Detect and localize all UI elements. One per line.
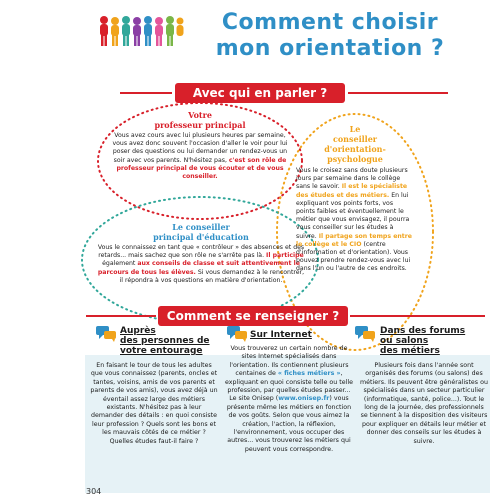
section-banner-avec-qui: Avec qui en parler ? xyxy=(175,83,345,103)
col-internet-text-d: Le site Onisep ( xyxy=(229,395,279,403)
page-title-line2: mon orientation ? xyxy=(215,36,445,61)
bubble-cpe-text-c: également xyxy=(102,260,136,268)
bubble-cpe-title-line1: Le conseiller xyxy=(172,222,230,232)
page-title-line1: Comment choisir xyxy=(221,10,439,35)
bubble-professeur-principal xyxy=(110,110,290,181)
col-personnes-heading xyxy=(120,326,225,356)
col-forums-heading-line1: Dans des forums xyxy=(380,326,466,336)
col-personnes-heading-line1: Auprès xyxy=(120,326,156,336)
col-internet-text-f: ) vous présente même les métiers en fonction de vos goûts. Selon que vous aimez la création, l'action, la réflexion, l'environnement, vous occuper des autres... vous trouverez les métiers qui peuvent vous correspondre. xyxy=(226,395,352,453)
bubble-copsy-text-b: Il est le spécialiste des études et des métiers. xyxy=(296,183,408,199)
bubble-copsy-text-e: (centre d'information et d'orientation). Vous pouvez prendre rendez-vous avec lui dans l'un ou l'autre de ces endroits. xyxy=(296,240,411,273)
col-internet-text xyxy=(225,345,353,454)
bubble-cpe-text-a: Vous le connaissez en tant que « contrôleur » des absences et des retards... mais sachez que son rôle ne s'arrête pas là. xyxy=(97,244,305,260)
col-forums-heading-line3: des métiers xyxy=(380,346,440,356)
col-personnes-heading-line3: votre entourage xyxy=(120,346,203,356)
bubble-copsy-title-line1: Le xyxy=(349,124,361,134)
bubble-copsy-text-a: Vous le croisez sans doute plusieurs jours par semaine dans le collège sans le savoir. xyxy=(296,167,408,191)
speech-bubbles-icon-3 xyxy=(354,325,376,343)
bubble-cpe-text-d: aux conseils de classe et suit attentivement le parcours de tous les élèves. xyxy=(97,260,300,276)
bubble-prof-title-line2: professeur principal xyxy=(154,120,246,130)
col-personnes-heading-line2: des personnes de xyxy=(120,336,210,346)
bubble-cpe-title-line2: principal d'éducation xyxy=(153,232,249,242)
bubble-prof-title-line1: Votre xyxy=(188,110,212,120)
bubble-copsy-text-c: En lui expliquant vos points forts, vos points faibles et éventuellement le métier que vous envisagez, il pourra vous conseiller sur les études à suivre. xyxy=(296,191,410,240)
onisep-link[interactable]: www.onisep.fr xyxy=(278,395,330,403)
bubble-conseiller-principal-education xyxy=(96,222,306,285)
banner2-line-left xyxy=(86,315,156,317)
col-forums-heading xyxy=(380,326,490,356)
page-number: 304 xyxy=(86,487,102,496)
col-forums-text: Plusieurs fois dans l'année sont organisés des forums (ou salons) des métiers. Ils peuvent être généralistes ou spécialisés dans un secteur particulier (informatique, santé, police...). Tout le long de la journée, des professionnels se tiennent à la disposition des visiteurs pour expliquer en détails leur métier et donner des conseils sur les études à suivre. xyxy=(360,362,488,445)
bubble-conseiller-orientation xyxy=(296,124,414,274)
bubble-cpe-text-e: Si vous demandez à le rencontrer, il répondra à vos questions en matière d'orientation. xyxy=(119,268,305,284)
bubble-prof-text: Vous avez cours avec lui plusieurs heures par semaine, vous avez donc souvent l'occasion d'aller le voir pour lui poser des questions ou lui demander un rendez-vous un soir avec vos parents. N'hésitez pas, xyxy=(112,132,288,164)
bubble-copsy-title-line4: psychologue xyxy=(327,154,383,164)
col-internet-text-c: , expliquant en quoi consiste telle ou telle profession, par quelles études passer... xyxy=(225,370,353,395)
col-forums-heading-line2: ou salons xyxy=(380,336,429,346)
banner2-line-right xyxy=(350,315,485,317)
col-internet-text-a: Vous trouverez un certain nombre de sites Internet spécialisés dans l'orientation. Ils contiennent plusieurs centaines de xyxy=(229,345,349,378)
col-internet-heading: Sur Internet xyxy=(250,330,312,340)
bubble-copsy-text-d: Il partage son temps entre le collège et le CIO xyxy=(296,232,413,248)
bubble-copsy-title-line2: conseiller xyxy=(332,134,378,144)
speech-bubbles-icon xyxy=(95,325,117,343)
col-personnes-text: En faisant le tour de tous les adultes que vous connaissez (parents, oncles et tantes, voisins, amis de vos parents et parents de vos amis), vous avez déjà un éventail assez large des métiers existants. N'hésitez pas à leur demander des détails : en quoi consiste leur profession ? Quels sont les bons et les mauvais côtés de ce métier ? Quelles études faut-il faire ? xyxy=(90,362,218,445)
bubble-copsy-title-line3: d'orientation- xyxy=(324,144,386,154)
section-banner-comment-se-renseigner: Comment se renseigner ? xyxy=(158,306,348,326)
bubble-cpe-text-b: Il participe xyxy=(266,252,304,260)
speech-bubbles-icon-2 xyxy=(226,325,248,343)
col-internet-fiches-metiers: « fiches métiers » xyxy=(277,370,341,378)
bubble-prof-highlight: c'est son rôle de professeur principal de vous écouter et de vous conseiller. xyxy=(116,156,287,181)
